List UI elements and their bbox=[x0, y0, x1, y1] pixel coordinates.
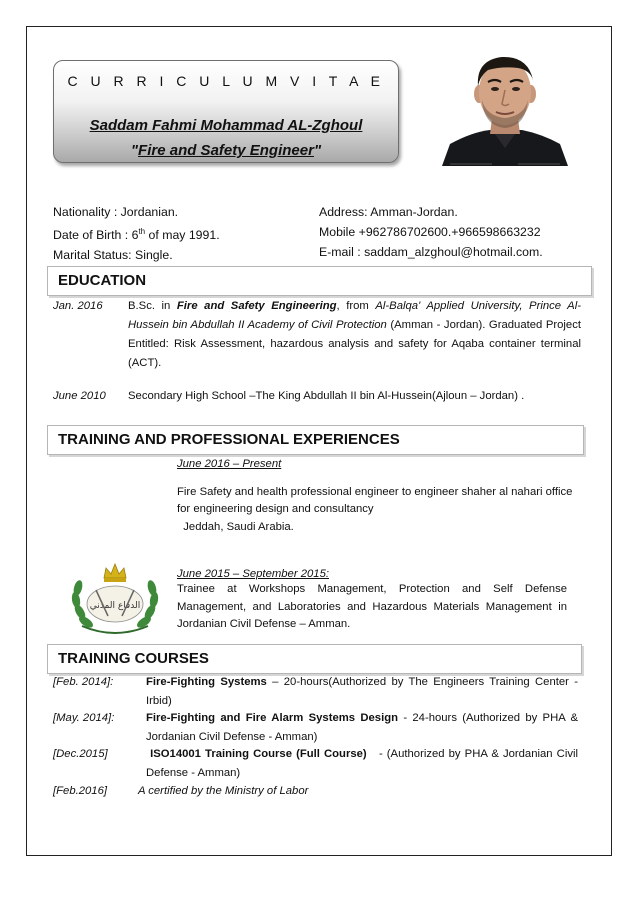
marital-status: Marital Status: Single. bbox=[53, 248, 173, 263]
cv-title: C U R R I C U L U M V I T A E bbox=[67, 73, 385, 89]
personal-info-left bbox=[53, 202, 220, 265]
course-entry-4: A certified by the Ministry of Labor bbox=[138, 785, 309, 797]
course-date-2: [May. 2014]: bbox=[53, 712, 115, 724]
education-heading-label: EDUCATION bbox=[58, 272, 147, 289]
course-date-3: [Dec.2015] bbox=[53, 748, 108, 760]
course-date-1: [Feb. 2014]: bbox=[53, 676, 114, 688]
course-entry-1: Fire-Fighting Systems – 20-hours(Authorized by The Engineers Training Center - Irbid) bbox=[146, 676, 578, 707]
education-date-1: Jan. 2016 bbox=[53, 300, 103, 312]
education-entry-1: B.Sc. in Fire and Safety Engineering, from Al-Balqa' Applied University, Prince Al-Hussein bin Abdullah II Academy of Civil Protection (Amman - Jordan). Graduated Project Entitled: Risk Assessment, hazardous analysis and safety for Aqaba container terminal (ACT). bbox=[128, 300, 582, 369]
nationality: Nationality : Jordanian. bbox=[53, 205, 179, 219]
training-heading-label: TRAINING AND PROFESSIONAL EXPERIENCES bbox=[58, 431, 400, 448]
civil-defense-emblem-icon bbox=[68, 560, 162, 636]
personal-info-right bbox=[319, 202, 543, 262]
training-location-1: Jeddah, Saudi Arabia. bbox=[177, 521, 294, 533]
mobile: Mobile +962786702600.+966598663232 bbox=[319, 225, 541, 239]
education-entry-2: Secondary High School –The King Abdullah II bin Al-Hussein(Ajloun – Jordan) . bbox=[128, 390, 525, 402]
address: Address: Amman-Jordan. bbox=[319, 205, 458, 219]
training-heading bbox=[47, 425, 584, 455]
title-box bbox=[53, 60, 399, 163]
candidate-role: "Fire and Safety Engineer" bbox=[130, 142, 322, 159]
education-heading bbox=[47, 266, 592, 296]
courses-heading-label: TRAINING COURSES bbox=[58, 650, 209, 667]
date-of-birth: Date of Birth : 6th of may 1991. bbox=[53, 227, 220, 243]
education-date-2: June 2010 bbox=[53, 390, 106, 402]
training-period-2: June 2015 – September 2015: bbox=[177, 568, 329, 580]
courses-heading bbox=[47, 644, 582, 674]
training-desc-2: Trainee at Workshops Management, Protection and Self Defense Management, and Laboratories and Hazardous Materials Management in Jordanian Civil Defense – Amman. bbox=[177, 583, 567, 630]
emblem-text: الدفاع المدني bbox=[89, 601, 141, 611]
training-desc-1: Fire Safety and health professional engineer to engineer shaher al nahari office for engineering design and consultancy bbox=[177, 486, 573, 515]
candidate-name: Saddam Fahmi Mohammad AL-Zghoul bbox=[89, 117, 363, 134]
course-entry-2: Fire-Fighting and Fire Alarm Systems Design - 24-hours (Authorized by PHA & Jordanian Civil Defense - Amman) bbox=[146, 712, 578, 743]
email: E-mail : saddam_alzghoul@hotmail.com. bbox=[319, 245, 543, 259]
portrait-photo bbox=[432, 48, 579, 166]
training-period-1: June 2016 – Present bbox=[177, 458, 282, 470]
course-date-4: [Feb.2016] bbox=[53, 785, 108, 797]
course-entry-3: ISO14001 Training Course (Full Course) - (Authorized by PHA & Jordanian Civil Defense - Amman) bbox=[146, 748, 582, 779]
